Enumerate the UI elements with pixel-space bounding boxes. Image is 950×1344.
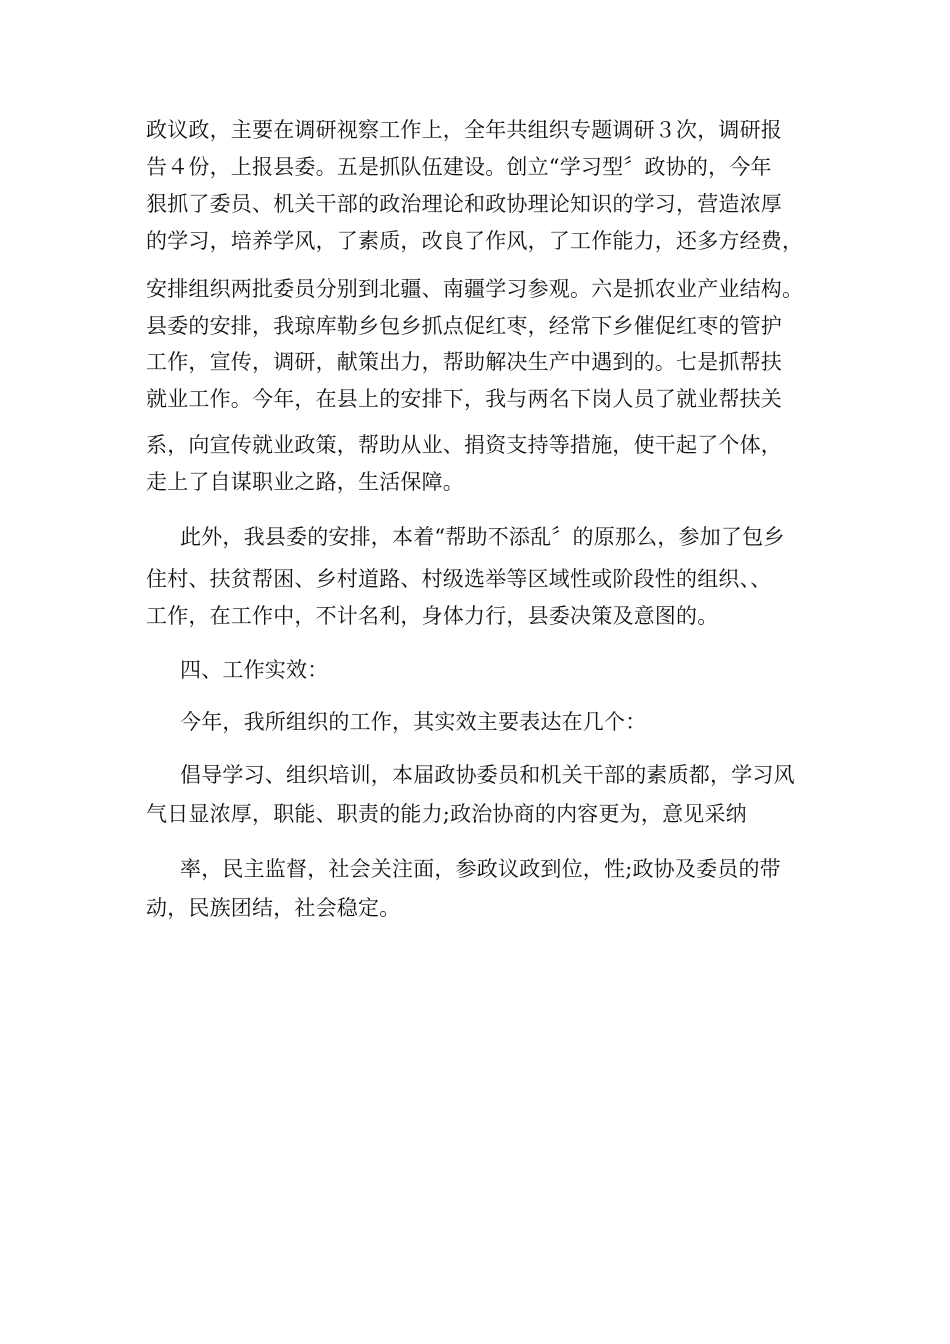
paragraph-5-line-1: 率，民主监督，社会关注面，参政议政到位，性;政协及委员的带 — [180, 857, 781, 881]
paragraph-1-line-8: 就业工作。今年，在县上的安排下，我与两名下岗人员了就业帮扶关 — [146, 387, 782, 411]
paragraph-1-line-6: 县委的安排，我琼库勒乡包乡抓点促红枣，经常下乡催促红枣的管护 — [146, 314, 782, 338]
paragraph-1-line-10: 走上了自谋职业之路，生活保障。 — [146, 470, 464, 494]
paragraph-4-line-2: 气日显浓厚，职能、职责的能力;政治协商的内容更为，意见采纳 — [146, 802, 747, 826]
paragraph-4-line-1: 倡导学习、组织培训，本届政协委员和机关干部的素质都，学习风 — [180, 763, 795, 787]
paragraph-1-line-9: 系，向宣传就业政策，帮助从业、捐资支持等措施，使干起了个体， — [146, 433, 782, 457]
paragraph-2-line-1: 此外，我县委的安排，本着“帮助不添乱〞的原那么，参加了包乡 — [180, 525, 785, 549]
paragraph-1-line-2: 告４份，上报县委。五是抓队伍建设。创立“学习型〞政协的，今年 — [146, 155, 772, 179]
paragraph-2-line-2: 住村、扶贫帮困、乡村道路、村级选举等区域性或阶段性的组织、、 — [146, 567, 772, 591]
paragraph-5-line-2: 动，民族团结，社会稳定。 — [146, 896, 401, 920]
paragraph-1-line-4: 的学习，培养学风，了素质，改良了作风，了工作能力，还多方经费， — [146, 229, 804, 253]
paragraph-1-line-7: 工作，宣传，调研，献策出力，帮助解决生产中遇到的。七是抓帮扶 — [146, 350, 782, 374]
paragraph-1-line-1: 政议政，主要在调研视察工作上，全年共组织专题调研３次，调研报 — [146, 118, 782, 142]
section-heading-4: 四、工作实效： — [180, 658, 329, 682]
paragraph-1-line-5: 安排组织两批委员分别到北疆、南疆学习参观。六是抓农业产业结构。 — [146, 277, 804, 301]
paragraph-2-line-3: 工作，在工作中，不计名利，身体力行，县委决策及意图的。 — [146, 604, 719, 628]
paragraph-1-line-3: 狠抓了委员、机关干部的政治理论和政协理论知识的学习，营造浓厚 — [146, 192, 782, 216]
paragraph-3: 今年，我所组织的工作，其实效主要表达在几个： — [180, 710, 647, 734]
